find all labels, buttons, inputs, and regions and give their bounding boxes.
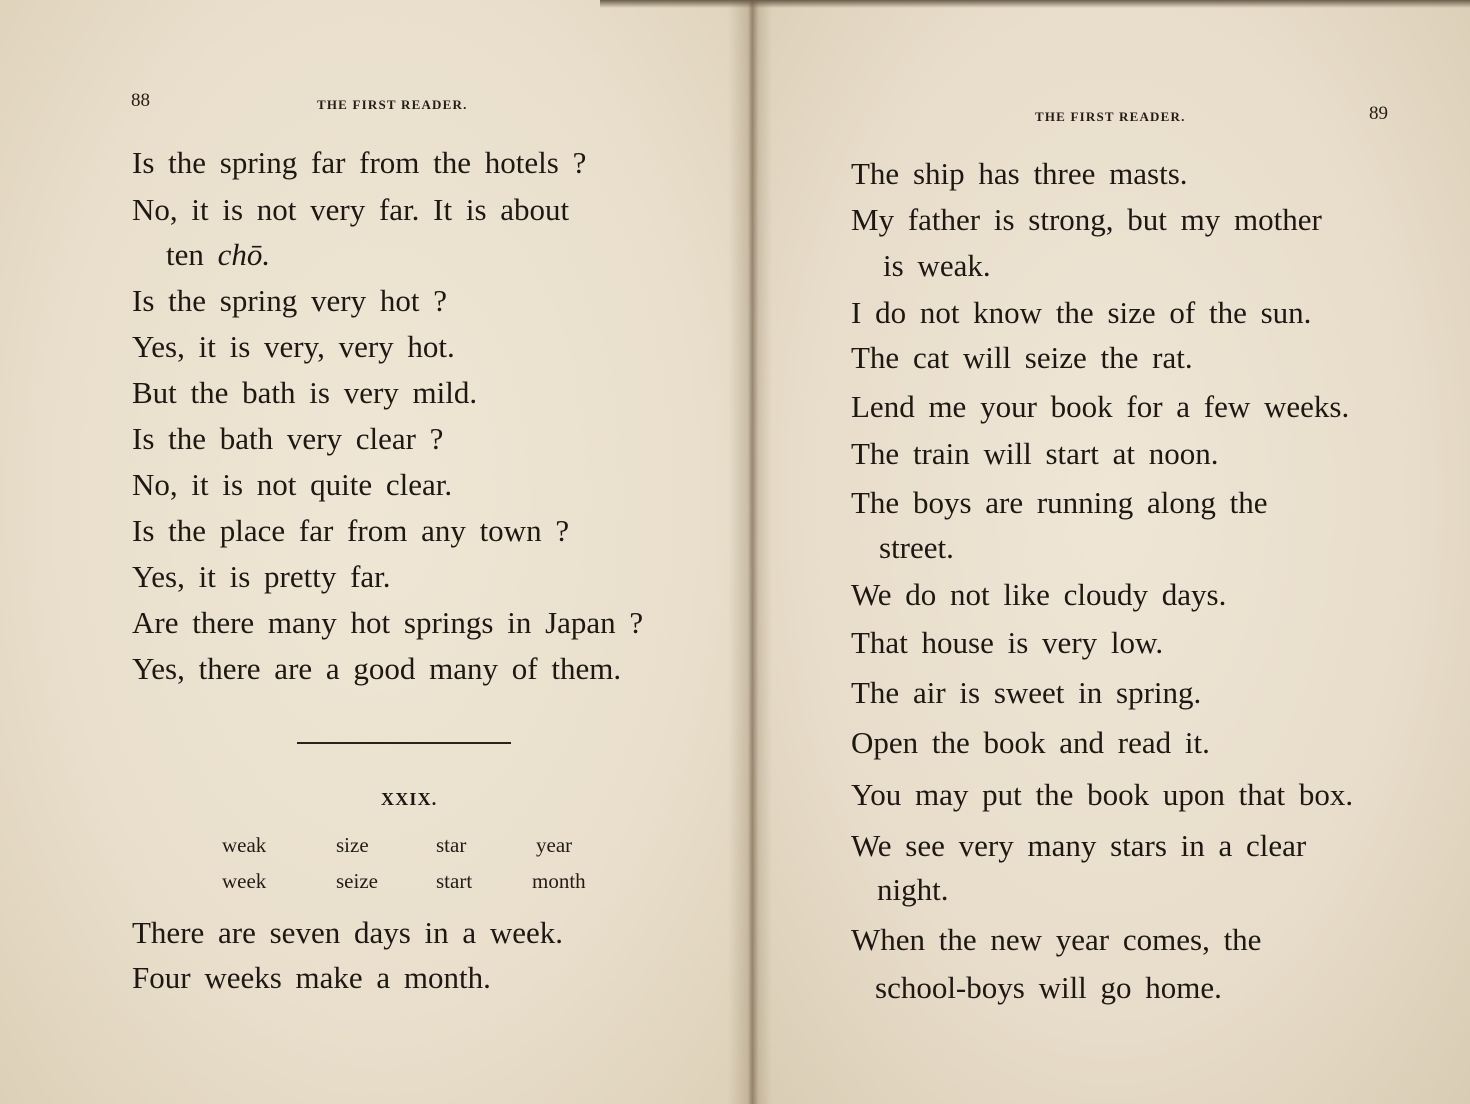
page-number: 89: [1369, 103, 1388, 124]
vocab-word: size: [336, 833, 369, 857]
text-line: ten chō.: [166, 237, 271, 272]
text-line: Yes, there are a good many of them.: [132, 651, 622, 686]
text-line: Yes, it is pretty far.: [132, 559, 391, 594]
vocab-word: start: [436, 869, 473, 893]
text-line: Is the place far from any town ?: [132, 513, 570, 548]
text-line: Yes, it is very, very hot.: [132, 329, 455, 364]
exercise-line: Four weeks make a month.: [132, 960, 491, 995]
page-number: 88: [131, 90, 150, 111]
vocab-word: weak: [222, 833, 267, 857]
vocab-word: year: [536, 833, 573, 857]
text-line: street.: [879, 530, 954, 565]
text-line: Is the spring far from the hotels ?: [132, 145, 587, 180]
vocab-word: seize: [336, 869, 378, 893]
text-line: No, it is not quite clear.: [132, 467, 453, 502]
text-line: We do not like cloudy days.: [851, 577, 1227, 612]
text-line: My father is strong, but my mother: [851, 202, 1322, 237]
text-line: school-boys will go home.: [875, 970, 1222, 1005]
vocab-word: star: [436, 833, 467, 857]
text-line: The boys are running along the: [851, 485, 1268, 520]
section-number: XXIX.: [381, 789, 438, 809]
text-line: night.: [877, 872, 949, 907]
vocab-word: month: [532, 869, 586, 893]
text-line: But the bath is very mild.: [132, 375, 478, 410]
text-line: When the new year comes, the: [851, 922, 1262, 957]
page-edge-shadow: [600, 0, 1470, 8]
text-line: The air is sweet in spring.: [851, 675, 1202, 710]
text-line: Open the book and read it.: [851, 725, 1210, 760]
text-line: Is the spring very hot ?: [132, 283, 447, 318]
text-line: I do not know the size of the sun.: [851, 295, 1312, 330]
running-head: THE FIRST READER.: [1035, 109, 1186, 124]
running-head: THE FIRST READER.: [317, 97, 468, 112]
text-line: Lend me your book for a few weeks.: [851, 389, 1350, 424]
text-line: is weak.: [883, 248, 991, 283]
text-line: The cat will seize the rat.: [851, 340, 1193, 375]
text-line: We see very many stars in a clear: [851, 828, 1307, 863]
text-line: Is the bath very clear ?: [132, 421, 444, 456]
text-line: Are there many hot springs in Japan ?: [132, 605, 644, 640]
book-gutter: [728, 0, 772, 1104]
exercise-line: There are seven days in a week.: [132, 915, 564, 950]
italic-word: chō.: [217, 237, 271, 272]
text-line: The train will start at noon.: [851, 436, 1219, 471]
text-line: That house is very low.: [851, 625, 1164, 660]
vocab-word: week: [222, 869, 267, 893]
text-line: No, it is not very far. It is about: [132, 192, 570, 227]
text-line: The ship has three masts.: [851, 156, 1188, 191]
right-page: [752, 0, 1470, 1104]
text-line: You may put the book upon that box.: [851, 777, 1354, 812]
section-divider: [297, 742, 511, 744]
